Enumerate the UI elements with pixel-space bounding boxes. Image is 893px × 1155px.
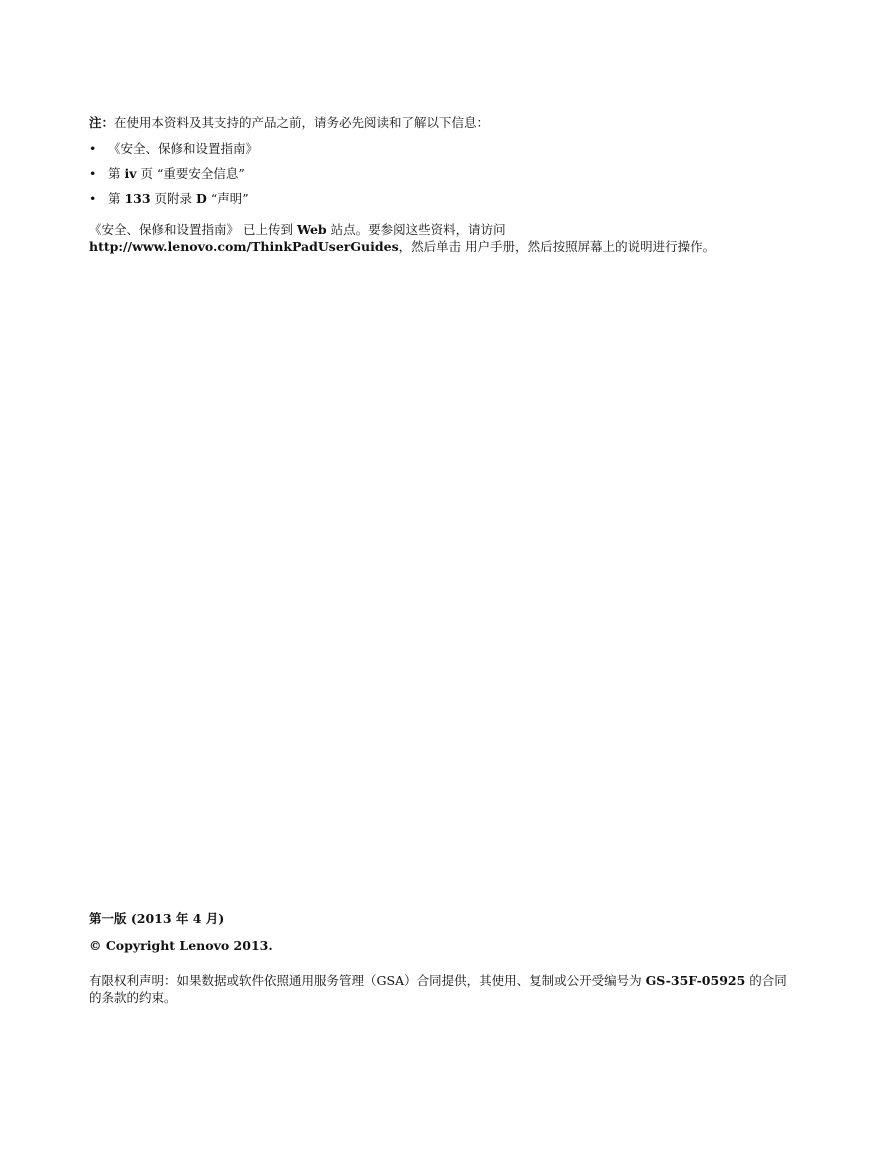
- list-item: [89, 140, 799, 158]
- user-guides-url[interactable]: http://www.lenovo.com/ThinkPadUserGuides: [89, 238, 399, 254]
- contract-number: GS-35F-05925: [645, 973, 746, 988]
- list-item-text: 《安全、保修和设置指南》: [108, 141, 259, 157]
- list-item-text: 页附录: [150, 191, 197, 207]
- edition-line: [89, 910, 799, 928]
- edition-label: 第一版: [89, 911, 127, 926]
- web-info-text: 站点。要参阅这些资料，请访问: [326, 222, 506, 237]
- web-label: Web: [296, 222, 327, 237]
- web-info-text: ，然后单击 用户手册，然后按照屏幕上的说明进行操作。: [398, 238, 716, 254]
- web-info-text: 《安全、保修和设置指南》 已上传到: [89, 222, 297, 237]
- edition-section: [89, 910, 799, 964]
- note-label: 注：: [89, 115, 115, 130]
- list-item: [89, 165, 799, 183]
- list-item: [89, 190, 799, 208]
- copyright-line: © Copyright Lenovo 2013.: [89, 938, 273, 954]
- bullet-icon: •: [89, 166, 97, 182]
- list-item-text: 第: [108, 166, 125, 182]
- rights-text: 有限权利声明：如果数据或软件依照通用服务管理（GSA）合同提供，其使用、复制或公开受编号为: [89, 973, 646, 988]
- bullet-icon: •: [89, 141, 97, 157]
- note-text: 在使用本资料及其支持的产品之前，请务必先阅读和了解以下信息：: [114, 115, 490, 130]
- appendix-ref: D: [196, 191, 207, 207]
- note-line: [89, 114, 799, 132]
- page-ref: iv: [124, 166, 137, 182]
- list-item-text: 页 “重要安全信息”: [136, 166, 245, 182]
- page-ref: 133: [124, 191, 151, 207]
- web-info-paragraph: [89, 222, 799, 256]
- rights-notice: [89, 973, 799, 1007]
- list-item-text: “声明”: [206, 191, 249, 207]
- edition-date: (2013 年 4 月): [130, 911, 225, 926]
- list-item-text: 第: [108, 191, 125, 207]
- bullet-icon: •: [89, 191, 97, 207]
- notice-list: [89, 140, 799, 208]
- notice-section: [89, 114, 799, 216]
- rights-text: 的合同的条款的约束。: [89, 973, 787, 1005]
